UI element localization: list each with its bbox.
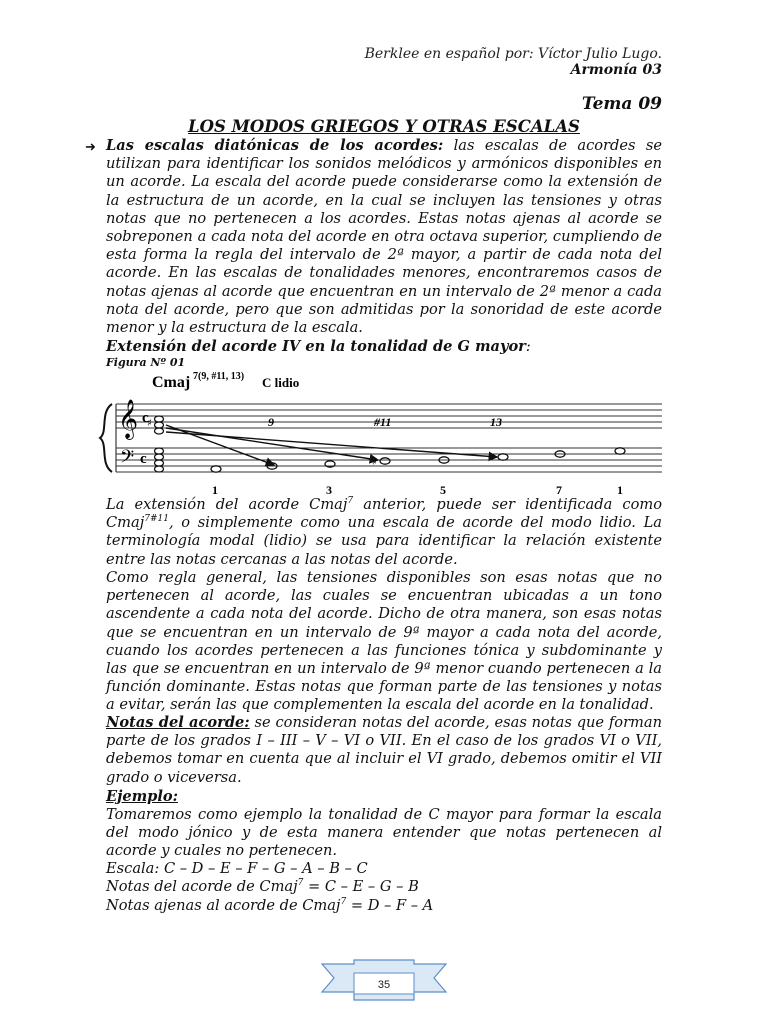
paragraph-tensions: Como regla general, las tensiones disponibles son esas notas que no pertenecen al acorde, las cuales se encuentran ubicadas a un tono ascendente a cada nota del acorde. Dicho de otra manera, son esas notas que se encuentran en un intervalo de 9ª mayor a cada nota del acorde, cuando los acordes pertenecen a las funciones tónica y subdominante y las que se encuentran en un intervalo de 9ª menor cuando pertenecen a la función dominante. Estas notas que forman parte de las tensiones y notas a evitar, serán las que complementen la escala del acorde en la tonalidad.: [106, 569, 662, 714]
bullet-arrow-icon: ➜: [85, 140, 96, 155]
ejemplo-paragraph: Tomaremos como ejemplo la tonalidad de C mayor para formar la escala del modo jónico y de esta manera entender que notas pertenecen al acorde y cuales no pertenecen.: [106, 806, 662, 860]
non-chord-notes-line: [106, 897, 662, 915]
treble-chord-sharp: ♯: [147, 418, 152, 429]
figure-chord-name: Cmaj: [152, 374, 191, 391]
paragraph-text: las escalas de acordes se utilizan para identificar los sonidos melódicos y armónicos disponibles en un acorde. La escala del acorde puede considerarse como la extensión de la estructura de un acorde, en la cual se incluyen las tensiones y otras notas que no pertenecen a los acordes. Estas notas ajenas al acorde se sobreponen a cada nota del acorde en otra octava superior, cumpliendo de esta forma la regla del intervalo de 2ª mayor, a partir de cada nota del acorde. En las escalas de tonalidades menores, encontraremos casos de notas ajenas al acorde que encuentran en un intervalo de 2ª menor a cada nota del acorde, pero que son admitidas por la sonoridad de este acorde menor y la estructura de la escala.: [106, 137, 662, 337]
paragraph-chord-notes-text: se consideran notas del acorde, esas notas que forman parte de los grados I – III – V – VI o VII. En el caso de los grados VI o VII, debemos tomar en cuenta que al incluir el VI grado, debemos omitir el VII grado o viceversa.: [106, 714, 662, 786]
paragraph-chord-notes: [106, 714, 662, 787]
header-course: Armonía 03: [570, 62, 662, 78]
page-number-ribbon: [318, 958, 450, 1008]
degree-label-1-octave: 1: [617, 483, 623, 497]
figure-label: Figura Nº 01: [106, 356, 186, 369]
ejemplo-heading: [106, 788, 662, 806]
treble-clef-icon: 𝄞: [118, 399, 139, 439]
chord-notes-post: = C – E – G – B: [303, 878, 419, 895]
chord-notes-sup: 7: [297, 878, 304, 889]
non-chord-notes-sup: 7: [340, 897, 347, 908]
extension-heading-text: Extensión del acorde IV en la tonalidad de G mayor: [106, 338, 526, 355]
paragraph-chord-scales: [106, 137, 662, 337]
non-chord-notes-post: = D – F – A: [346, 897, 434, 914]
tema-label: Tema 09: [581, 94, 662, 114]
music-score-figure: [0, 362, 768, 502]
bass-clef-icon: 𝄢: [120, 447, 135, 472]
paragraph-lead: Las escalas diatónicas de los acordes:: [106, 137, 444, 154]
extension-heading-colon: :: [525, 338, 531, 355]
grand-staff-brace: [100, 404, 112, 472]
paragraph-extension-t2: anterior, puede ser identificada como Cmaj: [106, 496, 662, 532]
scale-note-sharp: ♯: [372, 457, 377, 468]
figure-chord-extensions: 7(9, #11, 13): [193, 371, 245, 382]
chord-notes-pre: Notas del acorde de Cmaj: [106, 878, 298, 895]
paragraph-extension-t1: La extensión del acorde Cmaj: [106, 496, 348, 513]
tension-label-13: 13: [490, 415, 502, 429]
tension-label-11: #11: [374, 415, 392, 429]
sup-7: 7: [347, 496, 354, 507]
degree-label-1: 1: [212, 483, 218, 497]
page-number: 35: [377, 979, 391, 991]
sup-7-sharp-11: 7#11: [144, 514, 169, 525]
degree-label-3: 3: [326, 483, 332, 497]
ejemplo-heading-text: Ejemplo:: [106, 788, 178, 805]
header-author: Berklee en español por: Víctor Julio Lugo.: [364, 46, 662, 62]
non-chord-notes-pre: Notas ajenas al acorde de Cmaj: [106, 897, 341, 914]
bass-time-signature: c: [140, 451, 147, 467]
figure-scale-name: C lidio: [262, 375, 300, 390]
tension-arrows: [166, 425, 497, 465]
degree-label-5: 5: [440, 483, 446, 497]
degree-label-7: 7: [556, 483, 562, 497]
tension-label-9: 9: [268, 415, 274, 429]
treble-chord-notes: [155, 416, 164, 434]
paragraph-extension-t3: , o simplemente como una escala de acorde del modo lidio. La terminología modal (lidio) se usa para identificar la relación existente entre las notas cercanas a las notas del acorde.: [106, 514, 662, 568]
treble-time-signature: c: [142, 410, 149, 426]
chord-notes-line: [106, 878, 662, 896]
scale-line: Escala: C – D – E – F – G – A – B – C: [106, 860, 368, 877]
extension-heading: [106, 338, 662, 356]
paragraph-chord-notes-lead: Notas del acorde:: [106, 714, 250, 731]
page-title: LOS MODOS GRIEGOS Y OTRAS ESCALAS: [188, 117, 580, 136]
paragraph-extension: [106, 496, 662, 569]
bass-staff: [116, 448, 662, 472]
